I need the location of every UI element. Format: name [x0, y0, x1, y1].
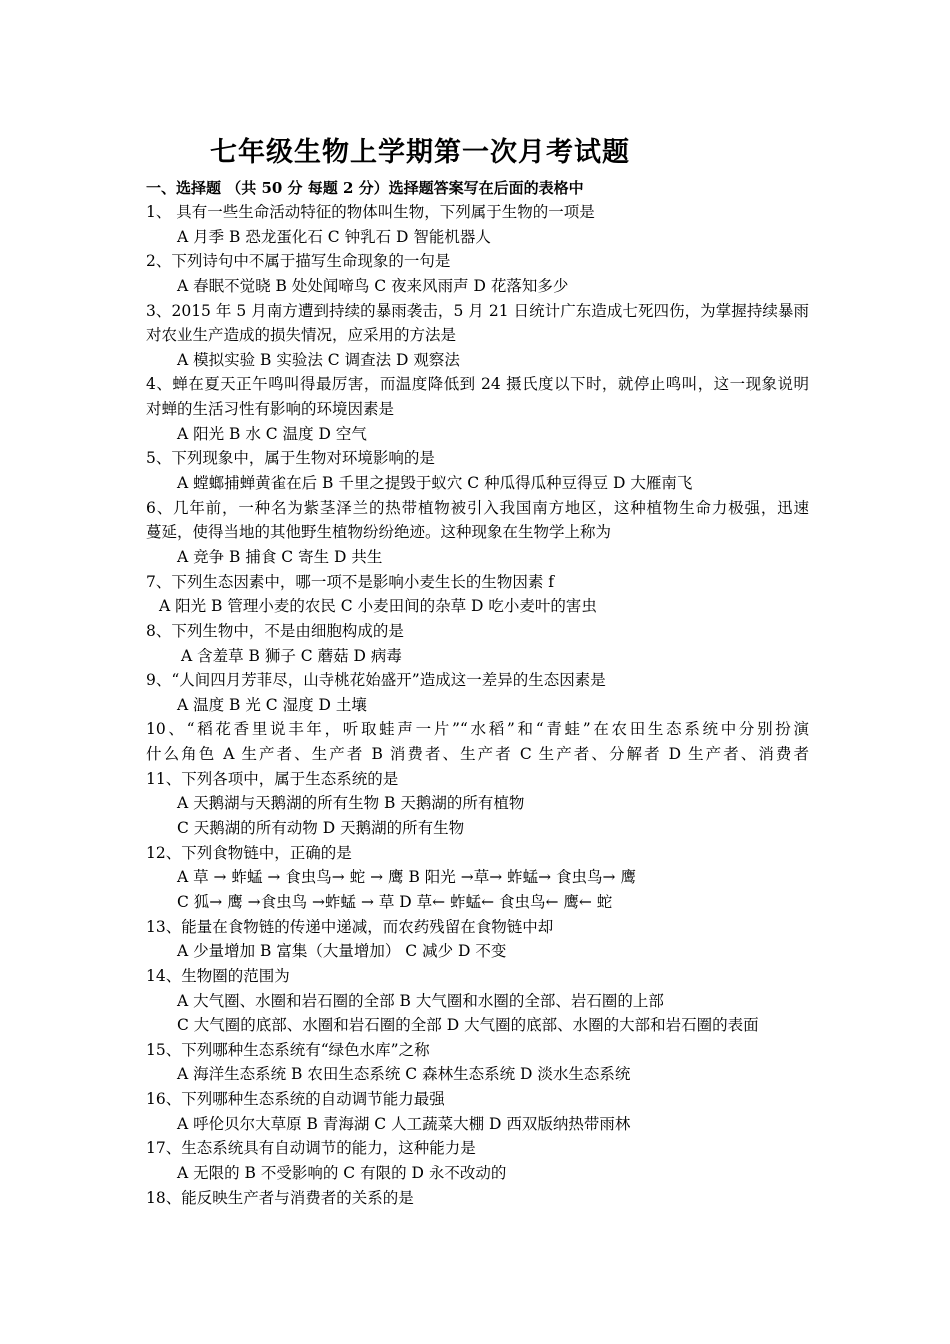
options-line: [0, 644, 950, 669]
question-line: [0, 570, 950, 595]
question-line: [0, 1038, 950, 1063]
line-text: 3、2015 年 5 月南方遭到持续的暴雨袭击，5 月 21 日统计广东造成七死四伤，为掌握持续暴雨: [146, 301, 809, 320]
line-text: 对农业生产造成的损失情况，应采用的方法是: [146, 326, 457, 345]
question-line: [0, 372, 950, 397]
options-line: [0, 791, 950, 816]
line-text: 18、能反映生产者与消费者的关系的是: [146, 1188, 414, 1207]
line-text: 4、蝉在夏天正午鸣叫得最厉害，而温度降低到 24 摄氏度以下时，就停止鸣叫，这一现象说明: [146, 375, 809, 394]
line-text: 对蝉的生活习性有影响的环境因素是: [146, 400, 395, 419]
line-text: 9、“人间四月芳菲尽，山寺桃花始盛开”造成这一差异的生态因素是: [146, 671, 606, 690]
line-text: 6、几年前，一种名为紫茎泽兰的热带植物被引入我国南方地区，这种植物生命力极强，迅速: [146, 498, 809, 517]
options-line: [0, 890, 950, 915]
options-line: [0, 816, 950, 841]
question-line: [0, 200, 950, 225]
options-line: [0, 1161, 950, 1186]
line-text: 11、下列各项中，属于生态系统的是: [146, 769, 399, 788]
options-line: [0, 865, 950, 890]
question-line: [0, 323, 950, 348]
line-text: A 阳光 B 管理小麦的农民 C 小麦田间的杂草 D 吃小麦叶的害虫: [159, 597, 597, 616]
line-text: 12、下列食物链中，正确的是: [146, 843, 352, 862]
question-line: [0, 915, 950, 940]
options-line: [0, 594, 950, 619]
page-title: 七年级生物上学期第一次月考试题: [210, 137, 630, 168]
question-line: [0, 767, 950, 792]
options-line: [0, 348, 950, 373]
section-heading: 一、选择题 （共 50 分 每题 2 分）选择题答案写在后面的表格中: [146, 179, 584, 197]
line-text: A 竞争 B 捕食 C 寄生 D 共生: [177, 547, 383, 566]
line-text: 1、 具有一些生命活动特征的物体叫生物，下列属于生物的一项是: [146, 203, 595, 221]
line-text: 10、“稻花香里说丰年，听取蛙声一片”“水稻”和“青蛙”在农田生态系统中分别扮演: [146, 720, 809, 739]
line-text: A 温度 B 光 C 湿度 D 土壤: [177, 695, 367, 714]
options-line: [0, 989, 950, 1014]
options-line: [0, 1013, 950, 1038]
question-line: [0, 742, 950, 767]
options-line: [0, 1062, 950, 1087]
options-line: [0, 471, 950, 496]
question-line: [0, 619, 950, 644]
question-line: [0, 249, 950, 274]
question-line: [0, 964, 950, 989]
question-list: [0, 200, 950, 1210]
options-line: [0, 693, 950, 718]
question-line: [0, 717, 950, 742]
question-line: [0, 1136, 950, 1161]
line-text: C 天鹅湖的所有动物 D 天鹅湖的所有生物: [177, 819, 465, 838]
options-line: [0, 225, 950, 250]
line-text: A 春眠不觉晓 B 处处闻啼鸟 C 夜来风雨声 D 花落知多少: [177, 276, 569, 295]
question-line: [0, 397, 950, 422]
line-text: 蔓延，使得当地的其他野生植物纷纷绝迹。这种现象在生物学上称为: [146, 523, 612, 542]
options-line: [0, 1112, 950, 1137]
line-text: A 天鹅湖与天鹅湖的所有生物 B 天鹅湖的所有植物: [177, 794, 525, 813]
line-text: A 少量增加 B 富集（大量增加） C 减少 D 不变: [177, 942, 507, 961]
line-text: 14、生物圈的范围为: [146, 966, 290, 985]
line-text: C 大气圈的底部、水圈和岩石圈的全部 D 大气圈的底部、水圈的大部和岩石圈的表面: [177, 1016, 759, 1035]
options-line: [0, 545, 950, 570]
question-line: [0, 1186, 950, 1211]
line-text: A 含羞草 B 狮子 C 蘑菇 D 病毒: [181, 646, 402, 665]
line-text: C 狐→ 鹰 →食虫鸟 →蚱蜢 → 草 D 草← 蚱蜢← 食虫鸟← 鹰← 蛇: [177, 892, 613, 911]
line-text: A 阳光 B 水 C 温度 D 空气: [177, 424, 367, 443]
options-line: [0, 274, 950, 299]
line-text: 15、下列哪种生态系统有“绿色水库”之称: [146, 1040, 430, 1059]
line-text: 8、下列生物中，不是由细胞构成的是: [146, 621, 404, 640]
line-text: A 呼伦贝尔大草原 B 青海湖 C 人工蔬菜大棚 D 西双版纳热带雨林: [177, 1114, 631, 1133]
line-text: 什么角色 A 生产者、生产者 B 消费者、生产者 C 生产者、分解者 D 生产者、消费者: [146, 745, 809, 764]
line-text: A 模拟实验 B 实验法 C 调查法 D 观察法: [177, 350, 460, 369]
question-line: [0, 668, 950, 693]
line-text: 16、下列哪种生态系统的自动调节能力最强: [146, 1090, 445, 1109]
options-line: [0, 939, 950, 964]
question-line: [0, 446, 950, 471]
line-text: 13、能量在食物链的传递中递减，而农药残留在食物链中却: [146, 917, 554, 936]
question-line: [0, 299, 950, 324]
line-text: A 月季 B 恐龙蛋化石 C 钟乳石 D 智能机器人: [177, 227, 491, 246]
line-text: A 草 → 蚱蜢 → 食虫鸟→ 蛇 → 鹰 B 阳光 →草→ 蚱蜢→ 食虫鸟→ 鹰: [177, 868, 636, 887]
line-text: 17、生态系统具有自动调节的能力，这种能力是: [146, 1139, 476, 1158]
question-line: [0, 841, 950, 866]
question-line: [0, 496, 950, 521]
question-line: [0, 520, 950, 545]
line-text: 5、下列现象中，属于生物对环境影响的是: [146, 449, 435, 468]
options-line: [0, 422, 950, 447]
line-text: A 海洋生态系统 B 农田生态系统 C 森林生态系统 D 淡水生态系统: [177, 1065, 631, 1084]
line-text: A 大气圈、水圈和岩石圈的全部 B 大气圈和水圈的全部、岩石圈的上部: [177, 991, 664, 1010]
line-text: A 螳螂捕蝉黄雀在后 B 千里之提毁于蚁穴 C 种瓜得瓜种豆得豆 D 大雁南飞: [177, 474, 693, 493]
line-text: A 无限的 B 不受影响的 C 有限的 D 永不改动的: [177, 1163, 507, 1182]
line-text: 7、下列生态因素中，哪一项不是影响小麦生长的生物因素 f: [146, 572, 555, 591]
question-line: [0, 1087, 950, 1112]
line-text: 2、下列诗句中不属于描写生命现象的一句是: [146, 252, 451, 271]
